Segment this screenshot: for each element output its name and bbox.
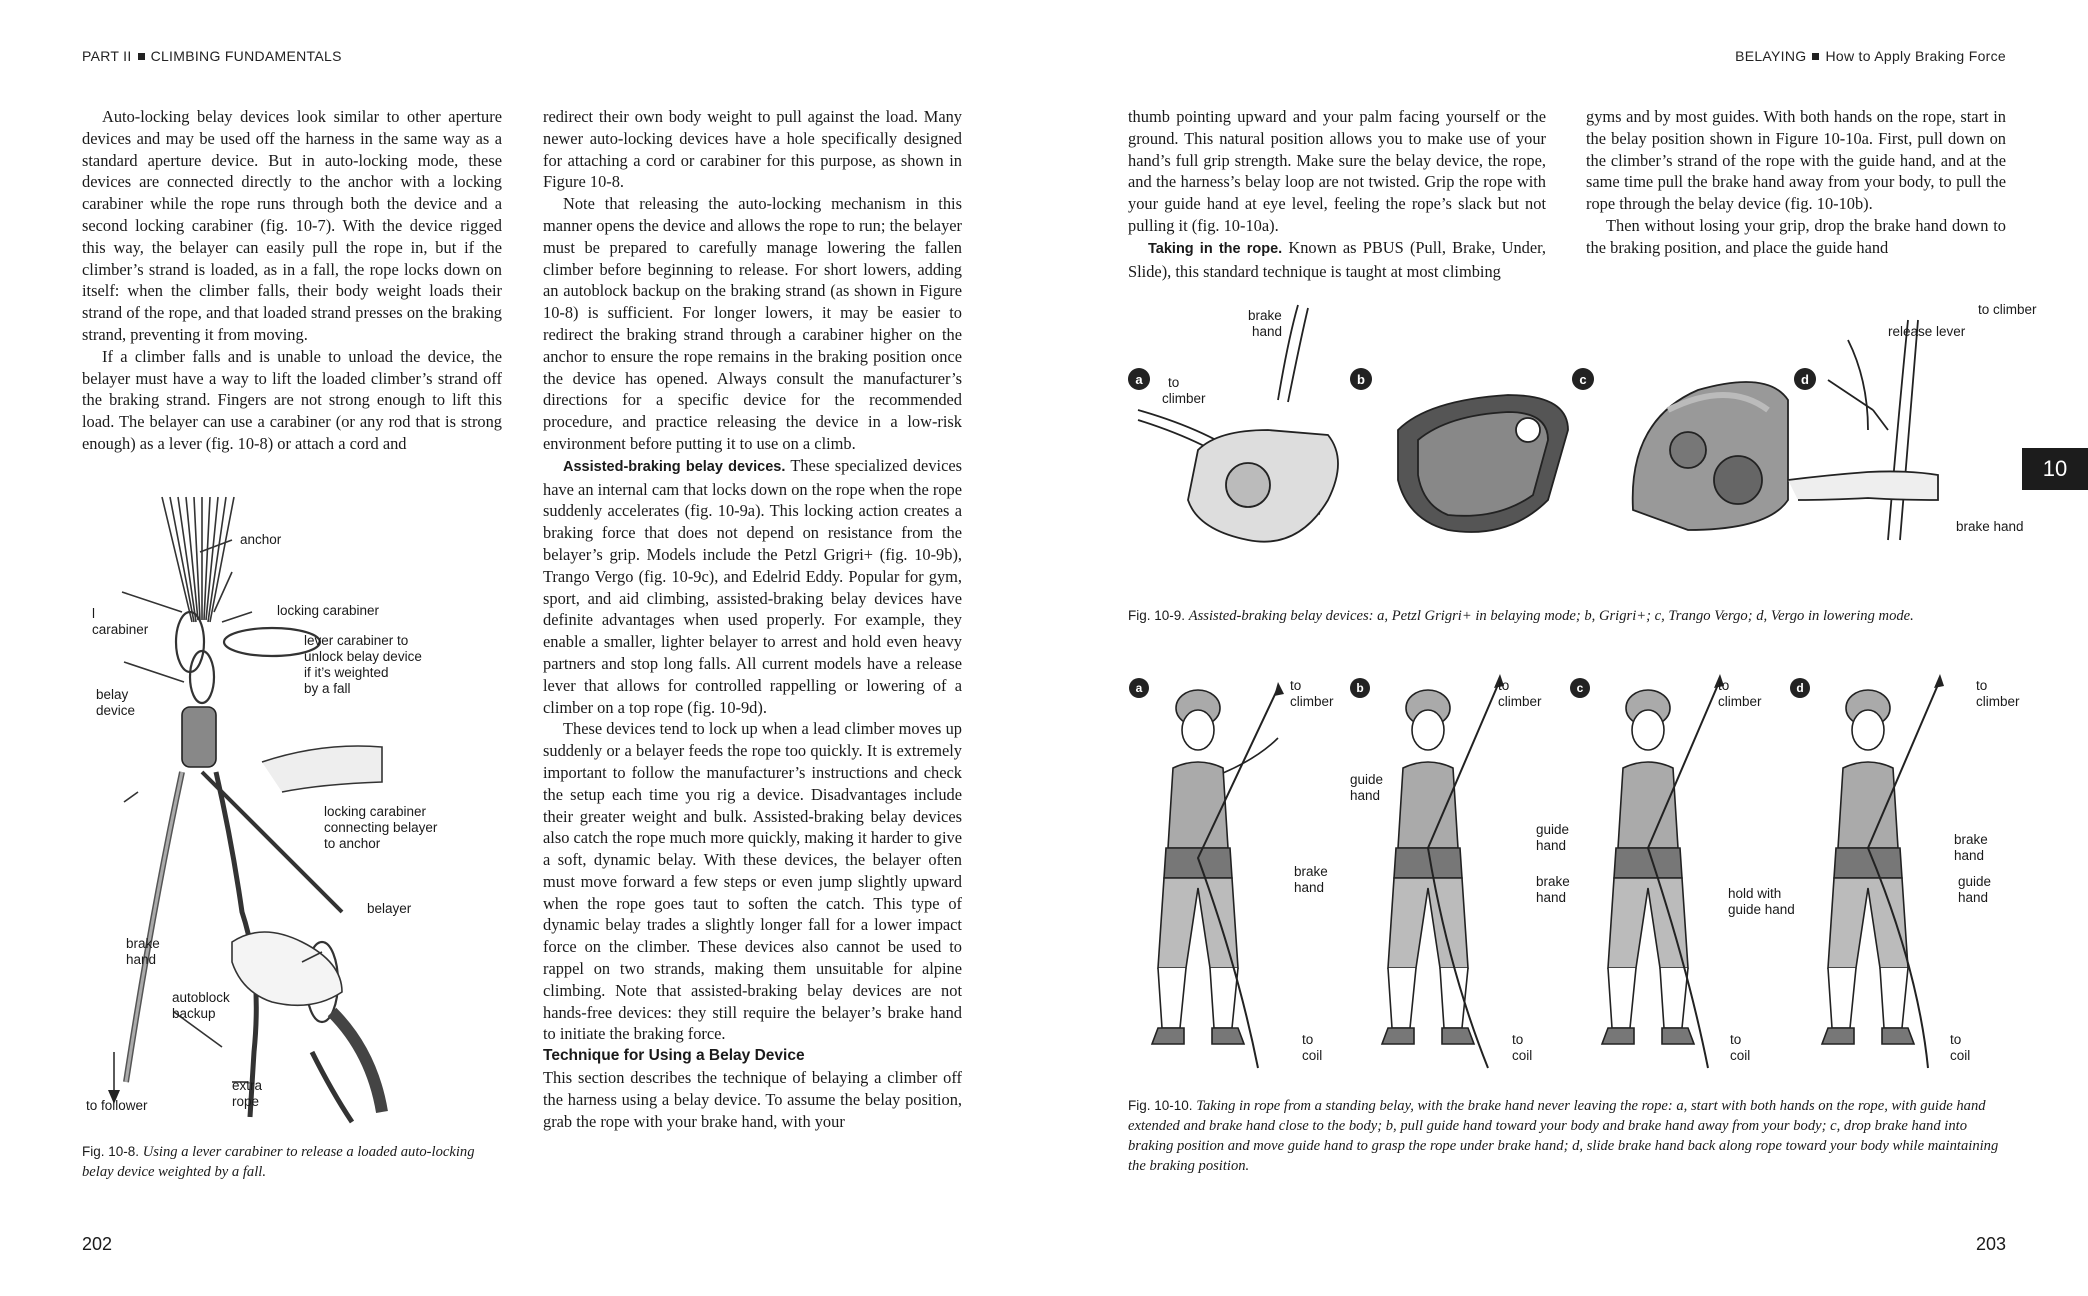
- paragraph: These devices tend to lock up when a lead climber moves up suddenly or a belayer feeds the rope too quickly. It is extremely important to follow the manufacturer’s instructions and check the setup each time you rig a device. Disadvantages include their greater weight and bulk. Assisted-braking belay devices also catch the rope much more quickly, making it harder to give a soft, dynamic belay. With these devices, the belayer often must move forward a few steps or even jump slightly upward when the rope goes taut to soften the catch. This type of dynamic belay trades a slightly longer fall for a lower impact force on the climber. These devices also cannot be used to rappel on two strands, making them unsuitable for alpine climbing. Note that assisted-braking belay devices are not hands-free devices: they still require the belayer’s brake hand to initiate the braking force.: [543, 719, 962, 1044]
- label-belayer: belayer: [367, 901, 412, 916]
- to-climber-b-2: climber: [1498, 694, 1542, 709]
- guide-hand-d-2: hand: [1958, 890, 1989, 905]
- caption-label: Fig. 10-9.: [1128, 608, 1186, 623]
- right-page: [1044, 0, 2088, 1296]
- marker-a-letter: a: [1135, 372, 1143, 387]
- paragraph: This section describes the technique of belaying a climber off the harness using a belay device. To assume the belay position, grab the rope with your brake hand, with your: [543, 1068, 962, 1131]
- label-release-lever: release lever: [1888, 324, 1966, 339]
- running-head-left: [82, 48, 342, 64]
- label-locking-carabiner-top: locking carabiner: [277, 603, 380, 618]
- label-locking-carabiner-left: l: [92, 606, 95, 621]
- label-brake-hand-1: brake: [1248, 308, 1282, 323]
- caption-text: Using a lever carabiner to release a loaded auto-locking belay device weighted by a fall.: [82, 1144, 475, 1180]
- run-in-heading: Taking in the rope.: [1148, 240, 1283, 257]
- run-in-heading: Assisted-braking belay devices.: [563, 458, 786, 475]
- fig-10-8-caption: [82, 1142, 492, 1182]
- guide-hand-d-1: guide: [1958, 874, 1992, 889]
- label-autoblock-2: backup: [172, 1006, 216, 1021]
- fig-10-10-caption: [1128, 1096, 2008, 1176]
- left-column-2: [543, 106, 962, 1132]
- page-number-right: 203: [1975, 1234, 2006, 1254]
- paragraph: [1128, 237, 1546, 283]
- label-autoblock-1: autoblock: [172, 990, 230, 1005]
- to-coil-a-1: to: [1302, 1032, 1314, 1047]
- section-label: BELAYING: [1735, 48, 1807, 64]
- paragraph: Auto-locking belay devices look similar to other aperture devices and may be used off the harness in the same way as a standard aperture device. But in auto-locking mode, these devices are connected directly to the anchor with a locking carabiner while the rope runs through both the device and a second locking carabiner (fig. 10-7). With the device rigged this way, the belayer can easily pull the rope in, but if the climber’s strand is loaded, as in a fall, the rope locks down on itself: when the climber falls, their body weight loads their strand of the rope, and that loaded strand presses on the braking strand, preventing it from moving.: [82, 107, 502, 344]
- to-climber-a-2: climber: [1290, 694, 1334, 709]
- brake-hand-d-2: hand: [1954, 848, 1985, 863]
- guide-hand-a-2: hand: [1350, 788, 1381, 803]
- paragraph: If a climber falls and is unable to unload the device, the belayer must have a way to lift the loaded climber’s strand off the braking strand. Fingers are not strong enough to lift this load. The belayer can use a carabiner (or any rod that is strong enough) as a lever (fig. 10-8) or attach a cord and: [82, 346, 502, 453]
- label-to-1: to: [1168, 375, 1180, 390]
- brake-hand-b-2: hand: [1536, 890, 1567, 905]
- guide-hand-a-1: guide: [1350, 772, 1384, 787]
- caption-label: Fig. 10-10.: [1128, 1098, 1193, 1113]
- figure-10-10-illustration: [1128, 668, 2020, 1078]
- fig-10-9-caption: [1128, 606, 1928, 626]
- hold-with-1: hold with: [1728, 886, 1782, 901]
- to-climber-a-1: to: [1290, 678, 1302, 693]
- paragraph: Then without losing your grip, drop the brake hand down to the braking position, and place the guide hand: [1586, 215, 2006, 257]
- to-climber-c-1: to: [1718, 678, 1730, 693]
- label-locking-carabiner-left-2: carabiner: [92, 622, 149, 637]
- to-climber-c-2: climber: [1718, 694, 1762, 709]
- right-column-1: [1128, 106, 1546, 282]
- page-number-left: 202: [82, 1234, 113, 1254]
- to-coil-d-2: coil: [1950, 1048, 1971, 1063]
- guide-hand-b-1: guide: [1536, 822, 1570, 837]
- label-brake-hand-d: brake hand: [1956, 519, 2024, 534]
- running-head-right: [1735, 48, 2006, 64]
- part-title: CLIMBING FUNDAMENTALS: [150, 48, 342, 64]
- belayer-figure-c: [1602, 690, 1694, 1044]
- label-connecting-1: locking carabiner: [324, 804, 427, 819]
- label-lever-1: lever carabiner to: [304, 633, 409, 648]
- to-coil-c-2: coil: [1730, 1048, 1751, 1063]
- label-lever-4: by a fall: [304, 681, 351, 696]
- brake-hand-a-1: brake: [1294, 864, 1328, 879]
- paragraph-text: These specialized devices have an internal cam that locks down on the rope when the rope suddenly accelerates (fig. 10-9a). This locking action creates a braking force that does not depend on resistance from the belayer’s grip. Models include the Petzl Grigri+ (fig. 10-9b), Trango Vergo (fig. 10-9c), and Edelrid Eddy. Popular for gym, sport, and aid climbing, assisted-braking belay devices have definite advantages when used properly. For example, they enable a smaller, lighter belayer to arrest and hold even heavy partners and stop long falls. All current models have a release lever that allows for controlled rappelling or lowering of a climber on a top rope (fig. 10-9d).: [543, 455, 962, 717]
- to-climber-b-1: to: [1498, 678, 1510, 693]
- caption-text: Taking in rope from a standing belay, with the brake hand never leaving the rope: a, start with both hands on the rope, with guide hand extended and brake hand close to the body; b, pull guide hand toward your body and brake hand away from your body; c, drop brake hand into braking position and move guide hand to grasp the rope under brake hand; d, slide brake hand back along rope toward your body while maintaining the braking position.: [1128, 1098, 1999, 1174]
- left-column-1: [82, 106, 502, 455]
- subheading: Technique for Using a Belay Device: [543, 1047, 805, 1065]
- to-climber-d-2: climber: [1976, 694, 2020, 709]
- figure-10-9-illustration: [1128, 300, 2037, 590]
- figure-10-8-illustration: [82, 492, 512, 1132]
- separator-square: [138, 53, 145, 60]
- separator-square: [1812, 53, 1819, 60]
- to-climber-d-1: to: [1976, 678, 1988, 693]
- part-label: PART II: [82, 48, 132, 64]
- to-coil-b-2: coil: [1512, 1048, 1533, 1063]
- label-belay-device-2: device: [96, 703, 136, 718]
- caption-text: Assisted-braking belay devices: a, Petzl Grigri+ in belaying mode; b, Grigri+; c, Trango Vergo; d, Vergo in lowering mode.: [1188, 608, 1914, 624]
- label-extra-rope-1: extra: [232, 1078, 263, 1093]
- marker-a-letter: a: [1135, 681, 1143, 695]
- brake-hand-a-2: hand: [1294, 880, 1325, 895]
- paragraph-text: Known as PBUS (Pull, Brake, Under, Slide), this standard technique is taught at most climbing: [1128, 237, 1547, 281]
- label-brake-hand-2: hand: [1252, 324, 1283, 339]
- label-lever-2: unlock belay device: [304, 649, 422, 664]
- label-connecting-3: to anchor: [324, 836, 381, 851]
- to-coil-b-1: to: [1512, 1032, 1524, 1047]
- label-extra-rope-2: rope: [232, 1094, 260, 1109]
- paragraph: [543, 455, 962, 719]
- belayer-figure-a: [1152, 690, 1278, 1044]
- marker-b-letter: b: [1356, 681, 1364, 695]
- marker-c-letter: c: [1576, 681, 1584, 695]
- paragraph: gyms and by most guides. With both hands on the rope, start in the belay position shown in Figure 10-10a. First, pull down on the climber’s strand of the rope with the guide hand, and at the same time pull the brake hand away from your body, to pull the rope through the belay device (fig. 10-10b).: [1586, 107, 2006, 214]
- guide-hand-b-2: hand: [1536, 838, 1567, 853]
- belayer-figure-d: [1822, 690, 1914, 1044]
- label-to-climber-d: to climber: [1978, 302, 2037, 317]
- label-brake-hand-2: hand: [126, 952, 157, 967]
- label-belay-device-1: belay: [96, 687, 129, 702]
- caption-label: Fig. 10-8.: [82, 1144, 140, 1159]
- paragraph: redirect their own body weight to pull against the load. Many newer auto-locking devices have a hole specifically designed for attaching a cord or carabiner for this purpose, as shown in Figure 10-8.: [543, 107, 962, 192]
- marker-c-letter: c: [1579, 372, 1587, 387]
- to-coil-a-2: coil: [1302, 1048, 1323, 1063]
- chapter-tab: 10: [2022, 448, 2088, 490]
- label-to-follower: to follower: [86, 1098, 148, 1113]
- paragraph: Note that releasing the auto-locking mechanism in this manner opens the device and allows the rope to run; the belayer must be prepared to carefully manage lowering the fallen climber before beginning to release. For short lowers, adding an autoblock backup on the braking strand (as shown in Figure 10-8) is sufficient. For longer lowers, it may be easier to redirect the braking strand through a carabiner higher on the anchor to ensure the rope remains in the braking position once the device has opened. Always consult the manufacturer’s directions for a specific device for the recommended procedure, and practice releasing the device in a low-risk environment before putting it to use on a climb.: [543, 194, 962, 453]
- marker-d-letter: d: [1796, 681, 1804, 695]
- marker-d-letter: d: [1801, 372, 1809, 387]
- label-lever-3: if it’s weighted: [304, 665, 389, 680]
- right-column-2: [1586, 106, 2006, 259]
- brake-hand-d-1: brake: [1954, 832, 1988, 847]
- label-anchor: anchor: [240, 532, 282, 547]
- label-brake-hand-1: brake: [126, 936, 160, 951]
- marker-b-letter: b: [1357, 372, 1365, 387]
- label-climber: climber: [1162, 391, 1206, 406]
- section-title: How to Apply Braking Force: [1825, 48, 2006, 64]
- to-coil-c-1: to: [1730, 1032, 1742, 1047]
- label-connecting-2: connecting belayer: [324, 820, 438, 835]
- paragraph: thumb pointing upward and your palm facing yourself or the ground. This natural position allows you to make use of your hand’s full grip strength. Make sure the belay device, the rope, and the harness’s belay loop are not twisted. Grip the rope with your guide hand at eye level, feeling the rope’s slack but not pulling it (fig. 10-10a).: [1128, 107, 1546, 235]
- brake-hand-b-1: brake: [1536, 874, 1570, 889]
- hold-with-2: guide hand: [1728, 902, 1795, 917]
- to-coil-d-1: to: [1950, 1032, 1962, 1047]
